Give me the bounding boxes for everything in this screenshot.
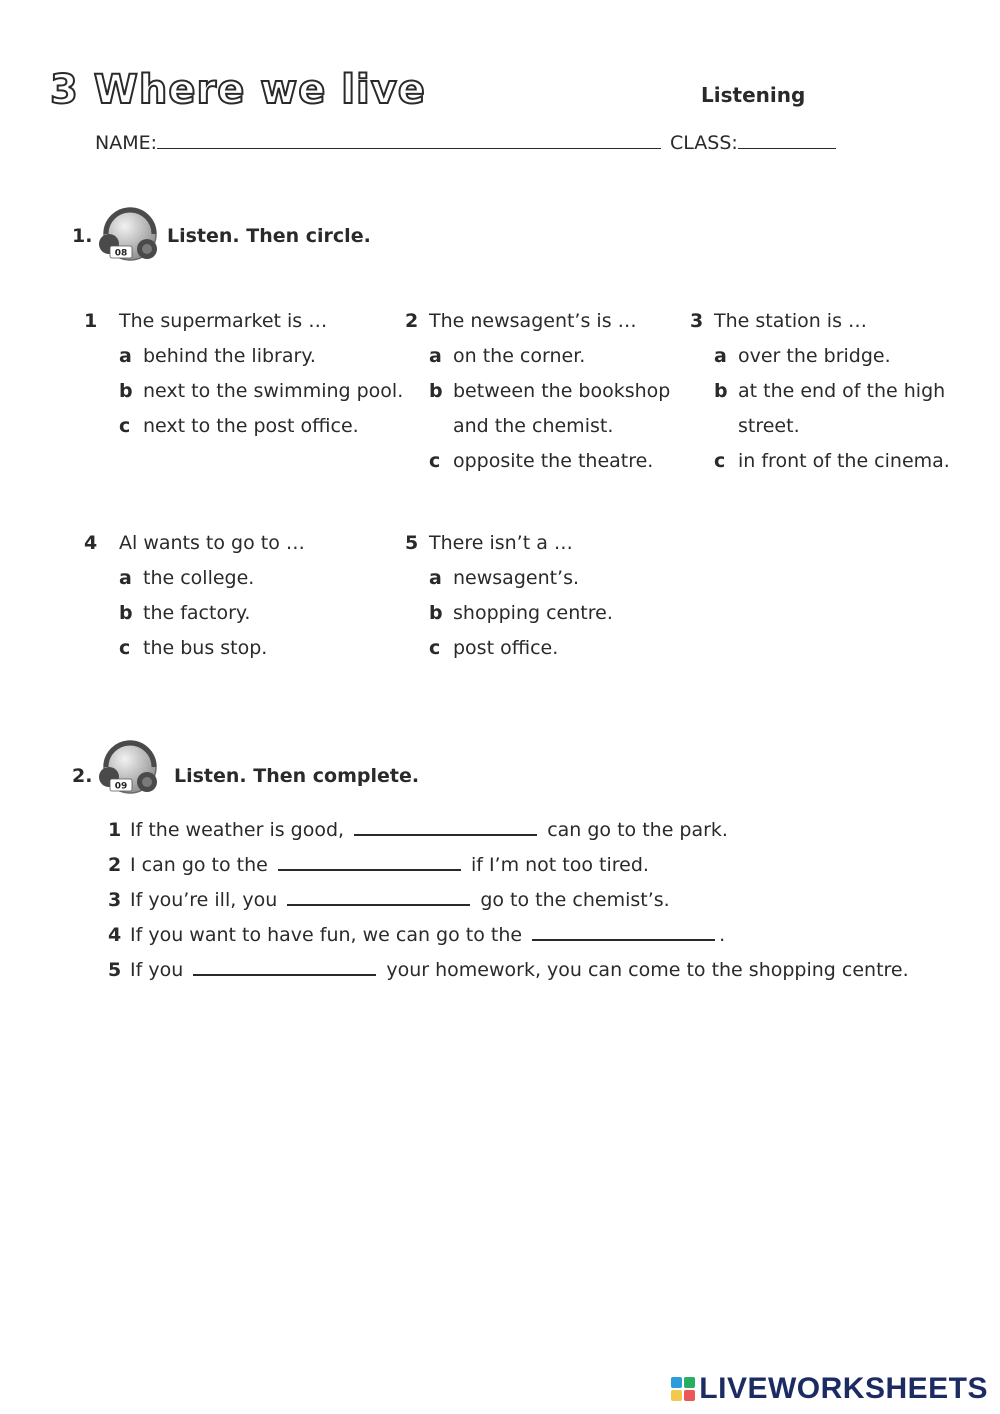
- blank-5[interactable]: [193, 956, 376, 976]
- option-1c[interactable]: c next to the post office.: [119, 415, 359, 437]
- fill-item-1: 1 If the weather is good, can go to the park.: [108, 813, 909, 848]
- headphones-icon: [98, 733, 162, 801]
- fill-item-4: 4 If you want to have fun, we can go to the .: [108, 918, 909, 953]
- blank-2[interactable]: [278, 851, 461, 871]
- exercise-1-instruction: Listen. Then circle.: [167, 225, 371, 247]
- question-1: 1 The supermarket is … a behind the library. b next to the swimming pool. c next to the post office.: [84, 304, 404, 444]
- option-4c[interactable]: c the bus stop.: [119, 637, 268, 659]
- headphones-icon: [98, 200, 162, 268]
- fill-item-3: 3 If you’re ill, you go to the chemist’s.: [108, 883, 909, 918]
- option-2a[interactable]: a on the corner.: [429, 345, 586, 367]
- class-input-line[interactable]: [738, 130, 836, 149]
- option-3b[interactable]: b at the end of the high: [714, 380, 946, 402]
- option-3a[interactable]: a over the bridge.: [714, 345, 891, 367]
- exercise-2-instruction: Listen. Then complete.: [174, 765, 420, 787]
- question-3: 3 The station is … a over the bridge. b at the end of the high street. c in front of the cinema.: [690, 304, 990, 479]
- option-2b-continued: and the chemist.: [453, 415, 614, 437]
- question-5: 5 There isn’t a … a newsagent’s. b shopping centre. c post office.: [405, 526, 685, 666]
- fill-in-list: [108, 813, 909, 988]
- option-3c[interactable]: c in front of the cinema.: [714, 450, 950, 472]
- blank-3[interactable]: [287, 886, 470, 906]
- blank-4[interactable]: [532, 921, 715, 941]
- worksheet-title: 3 Where we live: [50, 67, 426, 113]
- blank-1[interactable]: [354, 816, 537, 836]
- name-row: [95, 130, 661, 154]
- question-2: 2 The newsagent’s is … a on the corner. b between the bookshop and the chemist. c opposite the theatre.: [405, 304, 685, 479]
- question-4: 4 Al wants to go to … a the college. b the factory. c the bus stop.: [84, 526, 404, 666]
- option-1b[interactable]: b next to the swimming pool.: [119, 380, 404, 402]
- option-5a[interactable]: a newsagent’s.: [429, 567, 580, 589]
- option-4b[interactable]: b the factory.: [119, 602, 251, 624]
- logo-square-blue: [671, 1377, 682, 1388]
- logo-text: LIVEWORKSHEETS: [699, 1372, 988, 1405]
- class-row: [670, 130, 836, 154]
- exercise-1-number: 1.: [72, 225, 93, 247]
- fill-item-5: 5 If you your homework, you can come to the shopping centre.: [108, 953, 909, 988]
- class-label: CLASS:: [670, 132, 738, 154]
- logo-square-red: [684, 1390, 695, 1401]
- option-1a[interactable]: a behind the library.: [119, 345, 316, 367]
- option-2c[interactable]: c opposite the theatre.: [429, 450, 654, 472]
- option-2b[interactable]: b between the bookshop: [429, 380, 671, 402]
- name-label: NAME:: [95, 132, 158, 154]
- exercise-2-number: 2.: [72, 765, 93, 787]
- option-3b-continued: street.: [738, 415, 800, 437]
- option-4a[interactable]: a the college.: [119, 567, 255, 589]
- logo-square-yellow: [671, 1390, 682, 1401]
- option-5c[interactable]: c post office.: [429, 637, 559, 659]
- name-input-line[interactable]: [157, 130, 661, 149]
- track-number-09: 09: [114, 781, 128, 792]
- logo-mark-icon: [671, 1377, 695, 1401]
- fill-item-2: 2 I can go to the if I’m not too tired.: [108, 848, 909, 883]
- liveworksheets-logo: [671, 1372, 988, 1406]
- option-5b[interactable]: b shopping centre.: [429, 602, 613, 624]
- section-type-label: Listening: [701, 83, 806, 107]
- track-number-08: 08: [114, 248, 128, 259]
- logo-square-green: [684, 1377, 695, 1388]
